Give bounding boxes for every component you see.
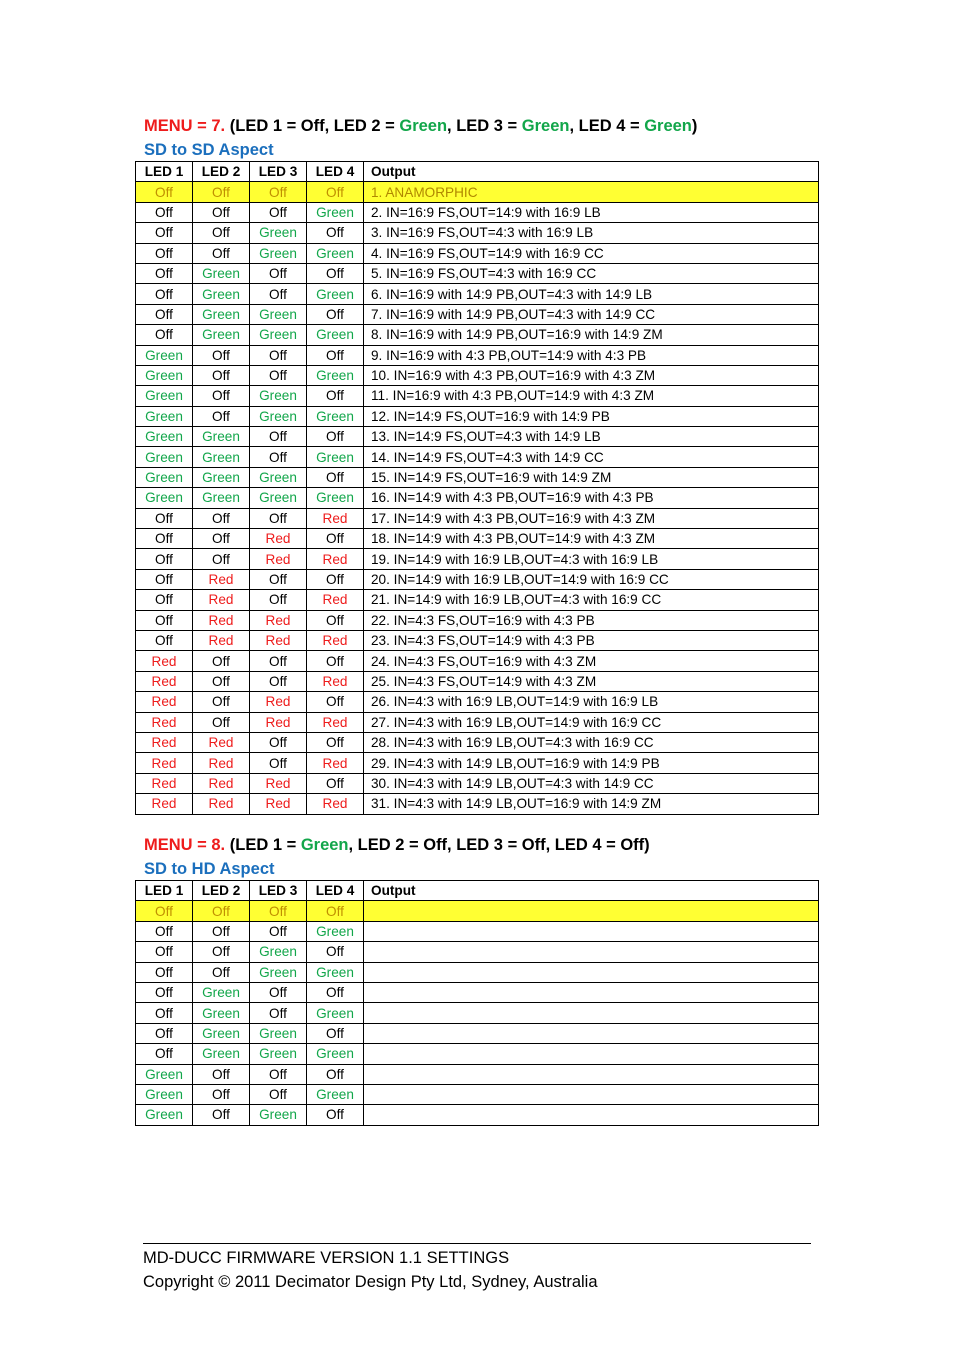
led-4-cell: Red	[307, 630, 364, 650]
led-1-cell: Off	[136, 942, 193, 962]
led-3-cell: Green	[250, 1023, 307, 1043]
led-2-cell: Red	[193, 794, 250, 814]
table-row	[136, 671, 819, 691]
led-2-cell: Red	[193, 569, 250, 589]
led-2-cell: Off	[193, 962, 250, 982]
led-3-cell: Green	[250, 386, 307, 406]
menu-8-label: MENU = 8.	[144, 836, 226, 854]
output-cell: 3. IN=16:9 FS,OUT=4:3 with 16:9 LB	[364, 223, 819, 243]
led-4-cell: Off	[307, 773, 364, 793]
led-3-cell: Red	[250, 529, 307, 549]
table-row	[136, 365, 819, 385]
menu-7-table	[135, 161, 819, 815]
table-row	[136, 386, 819, 406]
led-2-cell: Off	[193, 182, 250, 202]
led-4-cell: Off	[307, 223, 364, 243]
led-3-cell: Green	[250, 962, 307, 982]
led-1-cell: Green	[136, 386, 193, 406]
led-4-cell: Off	[307, 386, 364, 406]
header-led-1: LED 1	[136, 162, 193, 182]
led-3-cell: Green	[250, 304, 307, 324]
title-part: Green	[521, 117, 570, 135]
title-part: )	[691, 117, 698, 135]
title-part: , LED 4 =	[569, 117, 645, 135]
page-footer	[143, 1243, 811, 1294]
table-row	[136, 223, 819, 243]
led-1-cell: Green	[136, 1064, 193, 1084]
led-2-cell: Off	[193, 202, 250, 222]
led-1-cell: Green	[136, 447, 193, 467]
output-cell	[364, 901, 819, 921]
led-2-cell: Green	[193, 304, 250, 324]
output-cell	[364, 962, 819, 982]
table-row	[136, 692, 819, 712]
led-4-cell: Green	[307, 1044, 364, 1064]
title-part: Green	[399, 117, 448, 135]
led-4-cell: Green	[307, 488, 364, 508]
led-2-cell: Red	[193, 732, 250, 752]
table-row	[136, 901, 819, 921]
led-3-cell: Off	[250, 284, 307, 304]
output-cell	[364, 1064, 819, 1084]
table-row	[136, 243, 819, 263]
led-4-cell: Green	[307, 406, 364, 426]
led-3-cell: Off	[250, 508, 307, 528]
header-output: Output	[364, 162, 819, 182]
output-cell	[364, 982, 819, 1002]
led-4-cell: Green	[307, 284, 364, 304]
led-3-cell: Off	[250, 671, 307, 691]
table-row	[136, 1105, 819, 1125]
led-1-cell: Green	[136, 365, 193, 385]
output-cell: 7. IN=16:9 with 14:9 PB,OUT=4:3 with 14:9 CC	[364, 304, 819, 324]
table-row	[136, 1003, 819, 1023]
table-row	[136, 982, 819, 1002]
led-3-cell: Off	[250, 182, 307, 202]
table-row	[136, 345, 819, 365]
led-4-cell: Red	[307, 590, 364, 610]
led-1-cell: Off	[136, 1003, 193, 1023]
header-led-3: LED 3	[250, 881, 307, 901]
table-row	[136, 549, 819, 569]
led-4-cell: Off	[307, 1023, 364, 1043]
led-1-cell: Off	[136, 962, 193, 982]
output-cell: 9. IN=16:9 with 4:3 PB,OUT=14:9 with 4:3 PB	[364, 345, 819, 365]
led-3-cell: Off	[250, 753, 307, 773]
led-1-cell: Off	[136, 610, 193, 630]
led-3-cell: Off	[250, 590, 307, 610]
menu-7-led-states	[225, 117, 697, 135]
output-cell: 19. IN=14:9 with 16:9 LB,OUT=4:3 with 16:9 LB	[364, 549, 819, 569]
led-1-cell: Off	[136, 569, 193, 589]
output-cell: 30. IN=4:3 with 14:9 LB,OUT=4:3 with 14:9 CC	[364, 773, 819, 793]
output-cell: 12. IN=14:9 FS,OUT=16:9 with 14:9 PB	[364, 406, 819, 426]
led-4-cell: Off	[307, 692, 364, 712]
table-row	[136, 651, 819, 671]
led-1-cell: Red	[136, 794, 193, 814]
led-2-cell: Green	[193, 1023, 250, 1043]
header-led-3: LED 3	[250, 162, 307, 182]
led-2-cell: Off	[193, 549, 250, 569]
output-cell: 15. IN=14:9 FS,OUT=16:9 with 14:9 ZM	[364, 467, 819, 487]
led-4-cell: Red	[307, 549, 364, 569]
led-3-cell: Off	[250, 982, 307, 1002]
title-part: (LED 1 =	[225, 836, 301, 854]
led-2-cell: Off	[193, 921, 250, 941]
footer-firmware-line: MD-DUCC FIRMWARE VERSION 1.1 SETTINGS	[143, 1249, 510, 1267]
table-row	[136, 325, 819, 345]
led-3-cell: Green	[250, 488, 307, 508]
led-2-cell: Red	[193, 753, 250, 773]
led-4-cell: Off	[307, 1064, 364, 1084]
table-row	[136, 427, 819, 447]
output-cell: 24. IN=4:3 FS,OUT=16:9 with 4:3 ZM	[364, 651, 819, 671]
led-4-cell: Off	[307, 427, 364, 447]
header-led-4: LED 4	[307, 881, 364, 901]
table-row	[136, 406, 819, 426]
led-1-cell: Green	[136, 345, 193, 365]
led-2-cell: Off	[193, 529, 250, 549]
led-4-cell: Green	[307, 202, 364, 222]
led-2-cell: Off	[193, 365, 250, 385]
led-1-cell: Off	[136, 304, 193, 324]
led-3-cell: Off	[250, 569, 307, 589]
output-cell: 10. IN=16:9 with 4:3 PB,OUT=16:9 with 4:3 ZM	[364, 365, 819, 385]
led-1-cell: Off	[136, 202, 193, 222]
output-cell: 13. IN=14:9 FS,OUT=4:3 with 14:9 LB	[364, 427, 819, 447]
output-cell	[364, 1044, 819, 1064]
led-2-cell: Off	[193, 1084, 250, 1104]
led-1-cell: Green	[136, 1105, 193, 1125]
led-3-cell: Red	[250, 610, 307, 630]
header-led-1: LED 1	[136, 881, 193, 901]
led-1-cell: Green	[136, 427, 193, 447]
led-1-cell: Red	[136, 671, 193, 691]
led-3-cell: Green	[250, 467, 307, 487]
title-part: , LED 3 =	[447, 117, 522, 135]
led-3-cell: Green	[250, 325, 307, 345]
led-1-cell: Off	[136, 1044, 193, 1064]
led-2-cell: Off	[193, 243, 250, 263]
led-2-cell: Red	[193, 590, 250, 610]
led-1-cell: Off	[136, 508, 193, 528]
led-2-cell: Green	[193, 284, 250, 304]
menu-8-title	[135, 833, 819, 858]
table-row	[136, 1023, 819, 1043]
output-cell	[364, 942, 819, 962]
table-row	[136, 202, 819, 222]
led-2-cell: Off	[193, 1064, 250, 1084]
led-1-cell: Off	[136, 325, 193, 345]
led-3-cell: Off	[250, 1084, 307, 1104]
output-cell: 21. IN=14:9 with 16:9 LB,OUT=4:3 with 16:9 CC	[364, 590, 819, 610]
table-row	[136, 1044, 819, 1064]
led-4-cell: Off	[307, 732, 364, 752]
led-3-cell: Off	[250, 365, 307, 385]
output-cell: 11. IN=16:9 with 4:3 PB,OUT=14:9 with 4:3 ZM	[364, 386, 819, 406]
led-3-cell: Green	[250, 243, 307, 263]
led-1-cell: Off	[136, 1023, 193, 1043]
led-4-cell: Green	[307, 921, 364, 941]
output-cell: 22. IN=4:3 FS,OUT=16:9 with 4:3 PB	[364, 610, 819, 630]
led-2-cell: Off	[193, 671, 250, 691]
led-2-cell: Off	[193, 1105, 250, 1125]
led-3-cell: Off	[250, 447, 307, 467]
led-3-cell: Green	[250, 406, 307, 426]
led-2-cell: Green	[193, 488, 250, 508]
led-1-cell: Off	[136, 223, 193, 243]
output-cell	[364, 1084, 819, 1104]
led-4-cell: Off	[307, 942, 364, 962]
led-3-cell: Off	[250, 732, 307, 752]
led-4-cell: Off	[307, 467, 364, 487]
title-part: , LED 2 = Off, LED 3 = Off, LED 4 = Off)	[348, 836, 650, 854]
table-row	[136, 773, 819, 793]
led-1-cell: Off	[136, 529, 193, 549]
table-row	[136, 447, 819, 467]
led-4-cell: Green	[307, 365, 364, 385]
led-3-cell: Red	[250, 692, 307, 712]
output-cell: 6. IN=16:9 with 14:9 PB,OUT=4:3 with 14:9 LB	[364, 284, 819, 304]
led-3-cell: Off	[250, 651, 307, 671]
led-3-cell: Off	[250, 427, 307, 447]
led-3-cell: Green	[250, 1044, 307, 1064]
output-cell: 1. ANAMORPHIC	[364, 182, 819, 202]
output-cell	[364, 1003, 819, 1023]
output-cell: 17. IN=14:9 with 4:3 PB,OUT=16:9 with 4:3 ZM	[364, 508, 819, 528]
led-4-cell: Green	[307, 1003, 364, 1023]
menu-8-led-states	[225, 836, 650, 854]
menu-8-subtitle: SD to HD Aspect	[144, 860, 275, 878]
table-row	[136, 529, 819, 549]
output-cell: 29. IN=4:3 with 14:9 LB,OUT=16:9 with 14:9 PB	[364, 753, 819, 773]
output-cell: 20. IN=14:9 with 16:9 LB,OUT=14:9 with 16:9 CC	[364, 569, 819, 589]
led-1-cell: Off	[136, 590, 193, 610]
led-4-cell: Green	[307, 325, 364, 345]
table-row	[136, 1064, 819, 1084]
output-cell: 18. IN=14:9 with 4:3 PB,OUT=14:9 with 4:3 ZM	[364, 529, 819, 549]
output-cell: 14. IN=14:9 FS,OUT=4:3 with 14:9 CC	[364, 447, 819, 467]
led-1-cell: Off	[136, 921, 193, 941]
table-row	[136, 732, 819, 752]
table-row	[136, 304, 819, 324]
table-row	[136, 630, 819, 650]
led-3-cell: Off	[250, 1064, 307, 1084]
led-1-cell: Off	[136, 243, 193, 263]
led-1-cell: Green	[136, 1084, 193, 1104]
header-led-2: LED 2	[193, 881, 250, 901]
led-2-cell: Off	[193, 712, 250, 732]
footer-copyright-line: Copyright © 2011 Decimator Design Pty Ltd, Sydney, Australia	[143, 1273, 598, 1291]
output-cell: 2. IN=16:9 FS,OUT=14:9 with 16:9 LB	[364, 202, 819, 222]
led-4-cell: Red	[307, 671, 364, 691]
table-row	[136, 488, 819, 508]
led-4-cell: Off	[307, 1105, 364, 1125]
led-3-cell: Off	[250, 202, 307, 222]
led-4-cell: Red	[307, 794, 364, 814]
led-2-cell: Off	[193, 223, 250, 243]
output-cell: 16. IN=14:9 with 4:3 PB,OUT=16:9 with 4:3 PB	[364, 488, 819, 508]
led-2-cell: Green	[193, 982, 250, 1002]
led-2-cell: Red	[193, 610, 250, 630]
led-2-cell: Green	[193, 427, 250, 447]
led-3-cell: Green	[250, 1105, 307, 1125]
led-4-cell: Green	[307, 1084, 364, 1104]
led-2-cell: Green	[193, 447, 250, 467]
header-led-4: LED 4	[307, 162, 364, 182]
table-row	[136, 467, 819, 487]
led-4-cell: Off	[307, 901, 364, 921]
table-row	[136, 794, 819, 814]
table-row	[136, 753, 819, 773]
led-4-cell: Off	[307, 610, 364, 630]
table-row	[136, 182, 819, 202]
led-1-cell: Off	[136, 549, 193, 569]
led-1-cell: Red	[136, 753, 193, 773]
table-row	[136, 712, 819, 732]
led-4-cell: Off	[307, 263, 364, 283]
table-row	[136, 610, 819, 630]
table-row	[136, 569, 819, 589]
led-2-cell: Off	[193, 942, 250, 962]
table-row	[136, 942, 819, 962]
led-4-cell: Green	[307, 962, 364, 982]
output-cell: 26. IN=4:3 with 16:9 LB,OUT=14:9 with 16:9 LB	[364, 692, 819, 712]
led-2-cell: Green	[193, 1003, 250, 1023]
title-part: Green	[644, 117, 692, 135]
table-row	[136, 590, 819, 610]
led-4-cell: Off	[307, 182, 364, 202]
led-1-cell: Green	[136, 467, 193, 487]
led-2-cell: Off	[193, 386, 250, 406]
led-4-cell: Off	[307, 569, 364, 589]
menu-7-subtitle: SD to SD Aspect	[144, 141, 274, 159]
table-row	[136, 962, 819, 982]
led-2-cell: Off	[193, 345, 250, 365]
menu-8-table	[135, 880, 819, 1126]
output-cell: 5. IN=16:9 FS,OUT=4:3 with 16:9 CC	[364, 263, 819, 283]
led-1-cell: Off	[136, 263, 193, 283]
led-1-cell: Red	[136, 692, 193, 712]
led-3-cell: Off	[250, 901, 307, 921]
led-1-cell: Red	[136, 712, 193, 732]
led-2-cell: Green	[193, 1044, 250, 1064]
led-3-cell: Red	[250, 549, 307, 569]
led-2-cell: Green	[193, 263, 250, 283]
led-1-cell: Off	[136, 901, 193, 921]
led-1-cell: Green	[136, 406, 193, 426]
title-part: Green	[300, 836, 349, 854]
output-cell	[364, 1105, 819, 1125]
led-3-cell: Off	[250, 1003, 307, 1023]
led-4-cell: Red	[307, 712, 364, 732]
output-cell: 8. IN=16:9 with 14:9 PB,OUT=16:9 with 14:9 ZM	[364, 325, 819, 345]
output-cell: 4. IN=16:9 FS,OUT=14:9 with 16:9 CC	[364, 243, 819, 263]
led-3-cell: Off	[250, 345, 307, 365]
led-4-cell: Green	[307, 447, 364, 467]
led-2-cell: Red	[193, 630, 250, 650]
led-1-cell: Red	[136, 732, 193, 752]
led-1-cell: Off	[136, 284, 193, 304]
led-2-cell: Green	[193, 467, 250, 487]
header-led-2: LED 2	[193, 162, 250, 182]
table-row	[136, 508, 819, 528]
led-2-cell: Off	[193, 651, 250, 671]
led-3-cell: Green	[250, 942, 307, 962]
led-3-cell: Red	[250, 630, 307, 650]
led-4-cell: Red	[307, 753, 364, 773]
output-cell: 28. IN=4:3 with 16:9 LB,OUT=4:3 with 16:9 CC	[364, 732, 819, 752]
led-1-cell: Off	[136, 182, 193, 202]
output-cell: 27. IN=4:3 with 16:9 LB,OUT=14:9 with 16:9 CC	[364, 712, 819, 732]
led-4-cell: Off	[307, 529, 364, 549]
led-4-cell: Off	[307, 651, 364, 671]
section-menu-7	[135, 114, 819, 815]
led-2-cell: Off	[193, 692, 250, 712]
led-4-cell: Off	[307, 304, 364, 324]
led-3-cell: Red	[250, 773, 307, 793]
led-3-cell: Green	[250, 223, 307, 243]
led-2-cell: Off	[193, 406, 250, 426]
title-part: (LED 1 = Off, LED 2 =	[225, 117, 400, 135]
led-2-cell: Red	[193, 773, 250, 793]
output-cell: 25. IN=4:3 FS,OUT=14:9 with 4:3 ZM	[364, 671, 819, 691]
output-cell: 23. IN=4:3 FS,OUT=14:9 with 4:3 PB	[364, 630, 819, 650]
menu-7-label: MENU = 7.	[144, 117, 226, 135]
led-2-cell: Off	[193, 901, 250, 921]
led-4-cell: Red	[307, 508, 364, 528]
led-1-cell: Off	[136, 630, 193, 650]
menu-7-title	[135, 114, 819, 139]
led-1-cell: Red	[136, 651, 193, 671]
table-row	[136, 921, 819, 941]
led-1-cell: Green	[136, 488, 193, 508]
table-row	[136, 1084, 819, 1104]
led-4-cell: Off	[307, 982, 364, 1002]
led-2-cell: Green	[193, 325, 250, 345]
led-2-cell: Off	[193, 508, 250, 528]
led-1-cell: Off	[136, 982, 193, 1002]
section-menu-8	[135, 833, 819, 1126]
led-4-cell: Green	[307, 243, 364, 263]
header-output: Output	[364, 881, 819, 901]
led-3-cell: Red	[250, 712, 307, 732]
table-header-row	[136, 162, 819, 182]
table-row	[136, 263, 819, 283]
output-cell: 31. IN=4:3 with 14:9 LB,OUT=16:9 with 14:9 ZM	[364, 794, 819, 814]
led-3-cell: Red	[250, 794, 307, 814]
led-3-cell: Off	[250, 263, 307, 283]
led-3-cell: Off	[250, 921, 307, 941]
led-4-cell: Off	[307, 345, 364, 365]
table-header-row	[136, 881, 819, 901]
output-cell	[364, 1023, 819, 1043]
output-cell	[364, 921, 819, 941]
table-row	[136, 284, 819, 304]
led-1-cell: Red	[136, 773, 193, 793]
